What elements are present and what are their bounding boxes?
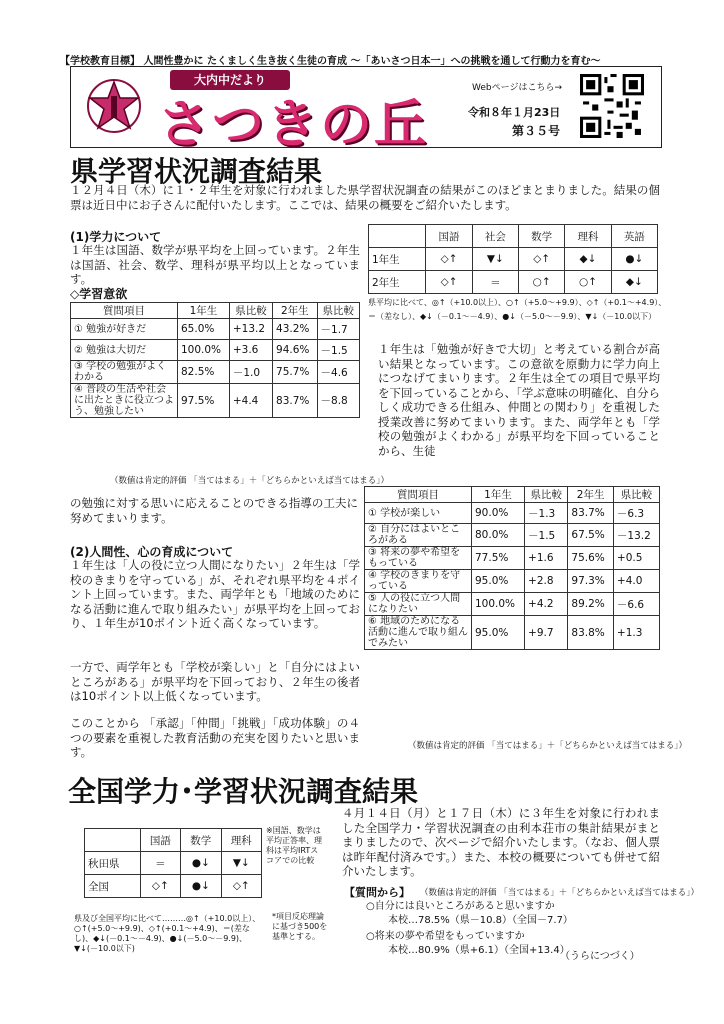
side-note: ※国語、数学は平均正答率、理科は平均IRTスコアでの比較 (266, 826, 322, 865)
table-cell: 94.6% (273, 340, 317, 361)
table-row (71, 361, 360, 384)
table-cell: 95.0% (472, 570, 525, 593)
table-header: 2年生 (273, 303, 317, 319)
table-header: 理科 (565, 225, 611, 248)
question-note: （数値は肯定的評価 「当てはまる」＋「どちらかといえば当てはまる」） (420, 888, 699, 898)
table-cell: ◇↑ (426, 248, 472, 271)
question-cell: ② 自分にはよいところがある (365, 524, 472, 547)
humanity-text-1: １年生は「人の役に立つ人間になりたい」２年生は「学校のきまりを守っている」が、それぞれ県平均を４ポイント上回っています。また、両学年とも「地域のためになる活動に進んで取り組みたい」が県平均を上回っており、１年生が10ポイント近く高くなっています。 (70, 558, 360, 630)
row-label: 1年生 (369, 248, 426, 271)
table-cell: 43.2% (273, 319, 317, 340)
question-cell: ① 勉強が好きだ (71, 319, 178, 340)
table-cell: +13.2 (229, 319, 272, 340)
national-subject-table (84, 828, 262, 898)
table-cell: +3.6 (229, 340, 272, 361)
table-cell: +4.0 (613, 570, 659, 593)
table-row (365, 593, 660, 616)
table-cell: －6.6 (613, 593, 659, 616)
table-row (365, 616, 660, 650)
table-cell: ◆↓ (565, 248, 611, 271)
table-cell: －8.8 (317, 384, 359, 418)
academic-text: １年生は国語、数学が県平均を上回っています。２年生は国語、社会、数学、理科が県平均以上となっています。 (70, 243, 360, 286)
table-cell: 83.7% (273, 384, 317, 418)
row-label: 2年生 (369, 271, 426, 294)
question-cell: ③ 将来の夢や希望をもっている (365, 547, 472, 570)
prefectural-subject-table (368, 224, 658, 294)
table-cell: +4.2 (525, 593, 568, 616)
table-cell: 80.0% (472, 524, 525, 547)
table-header: 2年生 (568, 487, 613, 503)
table-cell: －1.5 (525, 524, 568, 547)
table-cell: ◇↑ (140, 875, 180, 898)
table-cell: －1.5 (317, 340, 359, 361)
table-header: 1年生 (178, 303, 230, 319)
table-cell: ○↑ (565, 271, 611, 294)
section1-intro: １２月４日（木）に１・２年生を対象に行われました県学習状況調査の結果がこのほどまとまりました。結果の個票は近日中にお子さんに配付いたします。ここでは、結果の概要をご紹介いたします。 (70, 183, 660, 212)
table-cell: ＝ (472, 271, 518, 294)
motivation-analysis: １年生は「勉強が好きで大切」と考えている割合が高い結果となっています。この意欲を原動力に学力向上につなげてまいります。２年生は全ての項目で県平均を下回っていることから、「学ぶ意味の明確化、自分らしく成功できる仕組み、仲間との関わり」を重視した授業改善に努めてまいります。また、両学年とも「学校の勉強がよくわかる」が県平均を下回っていることから、生徒 (378, 342, 660, 458)
table-row (369, 271, 658, 294)
table-cell: +9.7 (525, 616, 568, 650)
table-row (365, 570, 660, 593)
table-row (71, 384, 360, 418)
table-cell: 65.0% (178, 319, 230, 340)
row-label: 全国 (85, 875, 141, 898)
side-note-2: *項目反応理論に基づき500を基準とする。 (272, 912, 328, 941)
table-cell: 90.0% (472, 503, 525, 524)
qr-code-icon[interactable] (580, 74, 644, 138)
question-1: ○自分には良いところがあると思いますか (366, 901, 555, 912)
table-header (369, 225, 426, 248)
table-cell: 97.3% (568, 570, 613, 593)
table-cell: ▼↓ (472, 248, 518, 271)
web-link[interactable]: Webページはこちら→ (472, 83, 562, 93)
legend-line-2: ＝（差なし）、◆↓（－0.1～－4.9）、●↓（－5.0～－9.9）、▼↓（－10.0以下） (368, 312, 657, 321)
humanity-text-3: このことから 「承認」「仲間」「挑戦」「成功体験」の４つの要素を重視した教育活動の充実を図りたいと思います。 (70, 716, 360, 759)
table-cell: ●↓ (181, 852, 221, 875)
table-row (71, 340, 360, 361)
table-cell: －4.6 (317, 361, 359, 384)
table-cell: ◇↑ (221, 875, 261, 898)
table-row (365, 547, 660, 570)
table-row (71, 319, 360, 340)
table-cell: 83.7% (568, 503, 613, 524)
table-row (365, 503, 660, 524)
issue-date: 令和８年１月23日 (468, 106, 561, 119)
table-header: 国語 (426, 225, 472, 248)
table-cell: 75.6% (568, 547, 613, 570)
table-cell: +1.3 (613, 616, 659, 650)
table-cell: －1.7 (317, 319, 359, 340)
section1-heading: 県学習状況調査結果 (70, 155, 323, 188)
table-header: 1年生 (472, 487, 525, 503)
subheading-academic: (1)学力について (70, 230, 162, 244)
table-cell: ＝ (140, 852, 180, 875)
table-cell: +1.6 (525, 547, 568, 570)
school-motto: 【学校教育目標】 人間性豊かに たくましく生き抜く生徒の育成 ～「あいさつ日本一」への挑戦を通して行動力を育む～ (60, 56, 601, 67)
question-cell: ① 学校が楽しい (365, 503, 472, 524)
question-cell: ④ 普段の生活や社会に出たときに役立つよう、勉強したい (71, 384, 178, 418)
table-cell: 95.0% (472, 616, 525, 650)
table-cell: 67.5% (568, 524, 613, 547)
question-cell: ② 勉強は大切だ (71, 340, 178, 361)
table-cell: 77.5% (472, 547, 525, 570)
national-legend: 県及び全国平均に比べて………◎↑（+10.0以上）、○↑(+5.0～+9.9)、◇↑(+0.1～+4.9)、＝(差なし)、◆↓(－0.1～－4.9)、●↓(－5.0～－9.9)、▼↓(－10.0以下) (74, 914, 261, 953)
table-cell: 100.0% (472, 593, 525, 616)
table-row (365, 524, 660, 547)
table-header: 国語 (140, 829, 180, 852)
question-cell: ⑤ 人の役に立つ人間になりたい (365, 593, 472, 616)
issue-number: 第３５号 (512, 124, 561, 138)
table-cell: ●↓ (181, 875, 221, 898)
question-cell: ③ 学校の勉強がよくわかる (71, 361, 178, 384)
table-cell: ◇↑ (519, 248, 565, 271)
section2-intro: ４月１４日（月）と１７日（木）に３年生を対象に行われました全国学力・学習状況調査の由利本荘市の集計結果がまとまりましたので、次ページで紹介いたします。（なお、個人票は昨年配付済みです。）また、本校の概要についても併せて紹介いたします。 (342, 806, 660, 878)
table-cell: －6.3 (613, 503, 659, 524)
table-header: 英語 (611, 225, 657, 248)
question-2: ○将来の夢や希望をもっていますか (366, 931, 525, 942)
table-cell: －13.2 (613, 524, 659, 547)
section2-heading: 全国学力･学習状況調査結果 (68, 775, 419, 808)
motivation-table (70, 302, 360, 418)
table-cell: ◇↑ (426, 271, 472, 294)
table-header: 県比較 (525, 487, 568, 503)
school-emblem-icon (86, 78, 142, 134)
table-header: 県比較 (613, 487, 659, 503)
table-row (85, 875, 262, 898)
continue-note: （うらにつづく） (560, 951, 640, 962)
humanity-table (364, 486, 660, 650)
table-cell: ○↑ (519, 271, 565, 294)
table-cell: ▼↓ (221, 852, 261, 875)
row-label: 秋田県 (85, 852, 141, 875)
question-heading: 【質問から】 (344, 886, 410, 899)
table-cell: +0.5 (613, 547, 659, 570)
table-row (85, 829, 262, 852)
table-cell: 82.5% (178, 361, 230, 384)
table-row (85, 852, 262, 875)
subheading-motivation: ◇学習意欲 (70, 287, 128, 301)
humanity-note: （数値は肯定的評価 「当てはまる」＋「どちらかといえば当てはまる」） (408, 741, 687, 751)
table-cell: 97.5% (178, 384, 230, 418)
table-cell: 75.7% (273, 361, 317, 384)
table-header: 理科 (221, 829, 261, 852)
table-cell: ◆↓ (611, 271, 657, 294)
table-row (369, 248, 658, 271)
table-header: 質問項目 (365, 487, 472, 503)
question-2-result: 本校…80.9%（県+6.1）（全国+13.4） (388, 945, 570, 956)
legend-line-1: 県平均に比べて、◎↑（+10.0以上）、○↑（+5.0～+9.9）、◇↑（+0.1～+4.9）、 (368, 298, 667, 307)
table-header: 県比較 (229, 303, 272, 319)
table-row (369, 225, 658, 248)
table-row (71, 303, 360, 319)
table-cell: ●↓ (611, 248, 657, 271)
table-cell: 83.8% (568, 616, 613, 650)
table-header: 県比較 (317, 303, 359, 319)
table-header: 質問項目 (71, 303, 178, 319)
table-cell: 89.2% (568, 593, 613, 616)
table-cell: －1.3 (525, 503, 568, 524)
table-cell: +4.4 (229, 384, 272, 418)
table-header (85, 829, 141, 852)
table-cell: －1.0 (229, 361, 272, 384)
table-cell: 100.0% (178, 340, 230, 361)
question-cell: ④ 学校のきまりを守っている (365, 570, 472, 593)
question-1-result: 本校…78.5%（県－10.8）（全国－7.7） (388, 915, 573, 926)
table-header: 社会 (472, 225, 518, 248)
question-cell: ⑥ 地域のためになる活動に進んで取り組んでみたい (365, 616, 472, 650)
subheading-humanity: (2)人間性、心の育成について (70, 545, 234, 559)
newsletter-series: 大内中だより (170, 70, 290, 90)
table-header: 数学 (181, 829, 221, 852)
newsletter-title: さつきの丘 (158, 94, 429, 155)
motivation-note: （数値は肯定的評価 「当てはまる」＋「どちらかといえば当てはまる」） (110, 476, 389, 486)
motivation-analysis-cont: の勉強に対する思いに応えることのできる指導の工夫に努めてまいります。 (70, 496, 358, 525)
humanity-text-2: 一方で、両学年とも「学校が楽しい」と「自分にはよいところがある」が県平均を下回っており、２年生の後者は10ポイント以上低くなっています。 (70, 660, 360, 703)
table-cell: +2.8 (525, 570, 568, 593)
table-row (365, 487, 660, 503)
table-header: 数学 (519, 225, 565, 248)
